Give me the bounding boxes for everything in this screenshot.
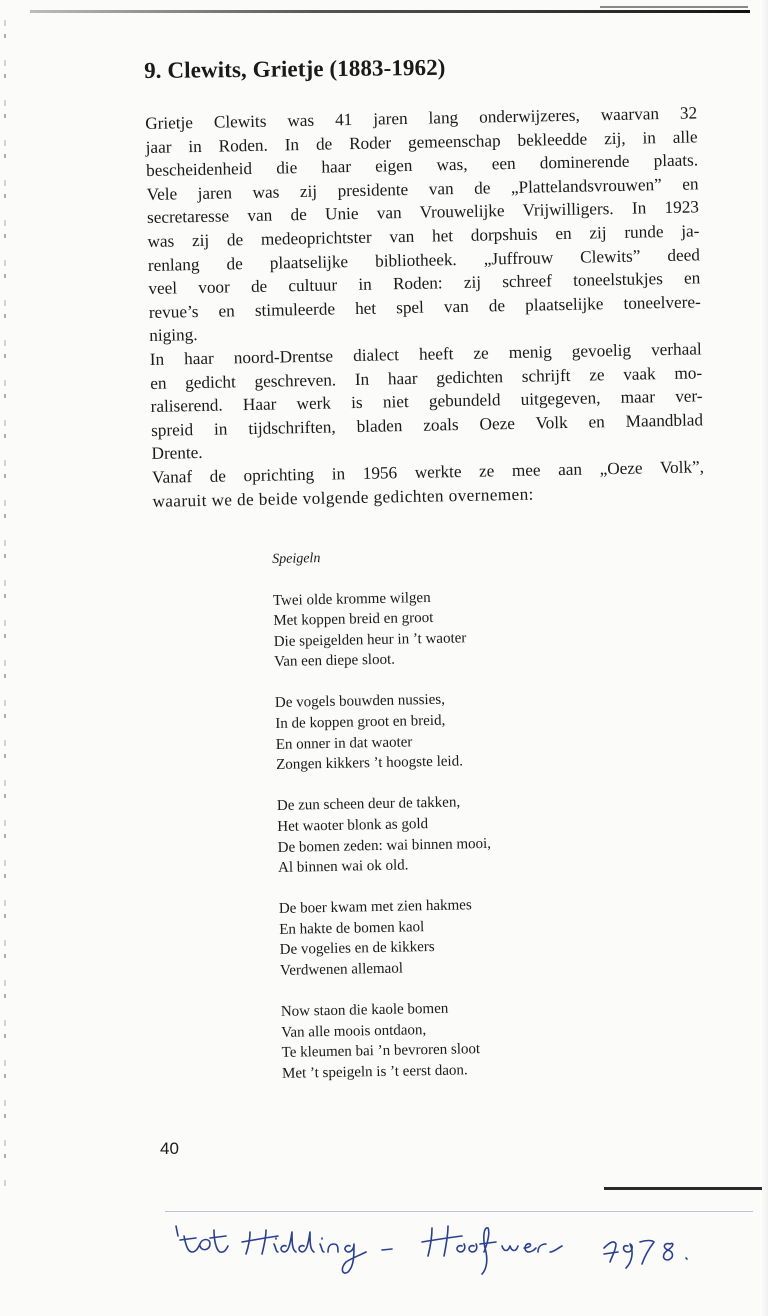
- body-line: secretaresse van de Unie van Vrouwelijke Vrijwilligers. In 1923: [146, 197, 700, 228]
- handwritten-note: [170, 1222, 760, 1286]
- scan-edge-left: [4, 20, 6, 1190]
- poem-verse: De vogelies en de kikkers: [279, 939, 435, 959]
- poem-verse: Van alle moois ontdaon,: [281, 1021, 427, 1041]
- poem-verse: De vogels bouwden nussies,: [274, 692, 446, 712]
- scan-edge-top: [30, 10, 750, 13]
- body-line: revue’s en stimuleerde het spel van de plaatselijke toneelvere-: [148, 292, 701, 322]
- body-line: en gedicht geschreven. In haar gedichten schrijft ze vaak mo-: [150, 362, 703, 393]
- body-line: Vele jaren was zij presidente van de „Plattelandsvrouwen” en: [146, 174, 699, 204]
- body-line: Grietje Clewits was 41 jaren lang onderwijzeres, waarvan 32: [145, 103, 698, 133]
- poem-stanza: [275, 688, 577, 776]
- body-line: renlang de plaatselijke bibliotheek. „Juffrouw Clewits” deed: [147, 244, 701, 275]
- poem-stanza: [281, 996, 583, 1084]
- body-line: was zij de medeoprichtster van het dorpshuis en zij runde ja-: [147, 221, 700, 251]
- poem-title: Speigeln: [272, 551, 321, 567]
- body-line: veel voor de cultuur in Roden: zij schreef toneelstukjes en: [148, 268, 701, 299]
- poem-verse: Die speigelden heur in ’t waoter: [273, 630, 467, 650]
- poem-verse: En hakte de bomen kaol: [279, 918, 425, 938]
- poem-verse: Met ’t speigeln is ’t eerst daon.: [281, 1062, 468, 1082]
- body-line: spreid in tijdschriften, bladen zoals Oeze Volk en Maandblad: [150, 410, 704, 440]
- poem-verse: Het waoter blonk as gold: [277, 815, 429, 835]
- body-line: niging.: [149, 325, 198, 346]
- poem: [272, 544, 583, 1105]
- poem-verse: De zun scheen deur de takken,: [276, 794, 461, 815]
- body-line: Drente.: [151, 443, 203, 464]
- poem-verse: Zongen kikkers ’t hoogste leid.: [275, 753, 464, 774]
- poem-verse: Al binnen wai ok old.: [277, 857, 409, 877]
- page-number: 40: [160, 1139, 179, 1158]
- poem-verse: De boer kwam met zien hakmes: [278, 897, 472, 918]
- chapter-title: 9. Clewits, Grietje (1883-1962): [144, 54, 446, 83]
- body-line: raliserend. Haar werk is niet gebundeld uitgegeven, maar ver-: [150, 386, 703, 417]
- body-line: In haar noord-Drentse dialect heeft ze menig gevoelig verhaal: [149, 339, 702, 369]
- body-line: waaruit we de beide volgende gedichten overnemen:: [152, 484, 534, 511]
- body-paragraphs: [145, 101, 705, 513]
- poem-verse: Now staon die kaole bomen: [280, 1000, 449, 1021]
- note-rule: [165, 1211, 753, 1212]
- poem-stanza: [279, 893, 581, 981]
- poem-verse: Van een diepe sloot.: [274, 652, 396, 671]
- scan-edge-right: [760, 0, 768, 1316]
- body-line: Vanaf de oprichting in 1956 werkte ze mee aan „Oeze Volk”,: [151, 457, 705, 487]
- poem-verse: Te kleumen bai ’n bevroren sloot: [281, 1041, 481, 1062]
- handwritten-note-signature: [170, 1222, 760, 1286]
- poem-verse: De bomen zeden: wai binnen mooi,: [277, 835, 492, 856]
- body-line: bescheidenheid die haar eigen was, een dominerende plaats.: [145, 150, 699, 181]
- poem-stanza: [273, 585, 575, 673]
- poem-verse: In de koppen groot en breid,: [275, 712, 446, 733]
- poem-verse: En onner in dat waoter: [275, 733, 413, 753]
- poem-verse: Twei olde kromme wilgen: [272, 589, 431, 609]
- scan-edge-top-right: [600, 6, 748, 8]
- body-line: jaar in Roden. In de Roder gemeenschap bekleedde zij, in alle: [145, 126, 698, 157]
- bottom-rule: [604, 1187, 762, 1190]
- poem-verse: Met koppen breid en groot: [273, 610, 434, 630]
- poem-stanza: [277, 791, 579, 879]
- poem-verse: Verdwenen allemaol: [279, 960, 404, 979]
